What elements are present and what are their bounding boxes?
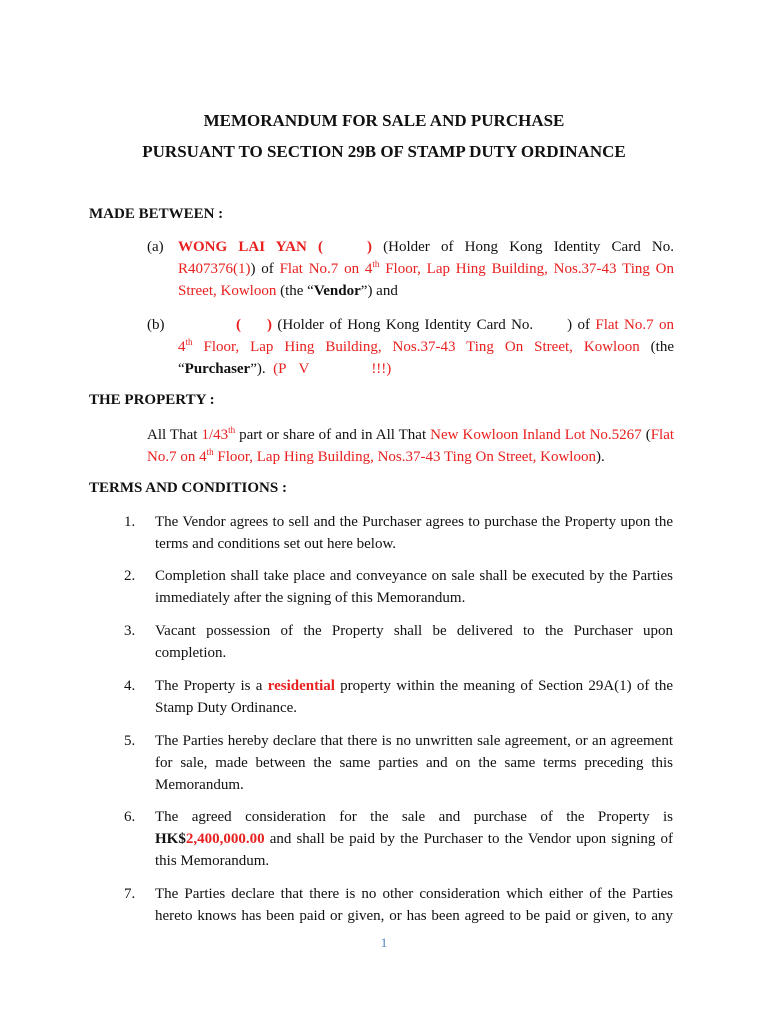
property-description: All That 1/43th part or share of and in All That New Kowloon Inland Lot No.5267 (Flat No.7 on 4th Floor, Lap Hing Building, Nos.37-43 Ting On Street, Kowloon). bbox=[147, 425, 675, 465]
term-number: 1. bbox=[124, 514, 136, 530]
term-item: The agreed consideration for the sale and purchase of the Property is HK$2,400,000.00 and shall be paid by the Purchaser to the Vendor upon signing of this Memorandum. bbox=[155, 809, 673, 869]
term-number: 5. bbox=[124, 733, 136, 749]
term-item: The Parties declare that there is no other consideration which either of the Parties hereto knows has been paid or given, or has been agreed to be paid or given, to any bbox=[155, 886, 673, 924]
party-b-marker: (b) bbox=[147, 317, 165, 333]
party-a-holder-text: (Holder of Hong Kong Identity Card No. bbox=[383, 239, 674, 255]
term-number: 4. bbox=[124, 678, 136, 694]
property-lot: New Kowloon Inland Lot No.5267 bbox=[430, 427, 642, 443]
vendor-name: WONG LAI YAN ( bbox=[178, 239, 323, 255]
property-share: 1/43th bbox=[201, 425, 236, 443]
term-number: 7. bbox=[124, 886, 136, 902]
term-item: The Property is a residential property within the meaning of Section 29A(1) of the Stamp Duty Ordinance. bbox=[155, 678, 674, 716]
vendor-id-number: R407376(1) bbox=[178, 261, 251, 277]
currency-label: HK$ bbox=[155, 831, 186, 847]
property-flat-address: Flat No.7 on 4th Floor, Lap Hing Building, Nos.37-43 Ting On Street, Kowloon bbox=[147, 427, 675, 465]
vendor-role: Vendor bbox=[313, 283, 361, 299]
term-item: The Vendor agrees to sell and the Purchaser agrees to purchase the Property upon the terms and conditions set out here below. bbox=[155, 514, 673, 552]
party-b-holder-text: (Holder of Hong Kong Identity Card No. bbox=[272, 317, 534, 333]
terms-heading: TERMS AND CONDITIONS : bbox=[89, 480, 287, 496]
document-title-line1: MEMORANDUM FOR SALE AND PURCHASE bbox=[203, 111, 565, 130]
term-item: The Parties hereby declare that there is no unwritten sale agreement, or an agreement for sale, made between the same parties and on the same terms preceding this Memorandum. bbox=[155, 733, 673, 793]
vendor-address: Flat No.7 on 4th Floor, Lap Hing Building, Nos.37-43 Ting On Street, Kowloon bbox=[178, 259, 675, 299]
page-number: 1 bbox=[380, 935, 388, 950]
term-item: Completion shall take place and conveyance on sale shall be executed by the Parties immediately after the signing of this Memorandum. bbox=[155, 568, 673, 606]
party-b-clause: ( ) (Holder of Hong Kong Identity Card No. ) of Flat No.7 on 4th Floor, Lap Hing Building, Nos.37-43 Ting On Street, Kowloon (the “Purchaser”). (P V !!!) bbox=[178, 317, 674, 377]
term-number: 2. bbox=[124, 568, 136, 584]
term-number: 3. bbox=[124, 623, 136, 639]
term-item: Vacant possession of the Property shall be delivered to the Purchaser upon completion. bbox=[155, 623, 673, 661]
purchaser-note: (P V !!!) bbox=[273, 361, 392, 377]
document-title-line2: PURSUANT TO SECTION 29B OF STAMP DUTY ORDINANCE bbox=[142, 142, 626, 161]
property-heading: THE PROPERTY : bbox=[89, 392, 215, 408]
consideration-amount: 2,400,000.00 bbox=[185, 831, 265, 847]
purchaser-role: Purchaser bbox=[184, 361, 251, 377]
made-between-heading: MADE BETWEEN : bbox=[89, 206, 224, 222]
party-a-clause: WONG LAI YAN ( ) (Holder of Hong Kong Identity Card No. R407376(1)) of Flat No.7 on 4th Floor, Lap Hing Building, Nos.37-43 Ting On Street, Kowloon (the “Vendor”) and bbox=[178, 239, 675, 299]
purchaser-address: Flat No.7 on 4th Floor, Lap Hing Building, Nos.37-43 Ting On Street, Kowloon bbox=[178, 317, 674, 355]
term-number: 6. bbox=[124, 809, 136, 825]
residential-highlight: residential bbox=[267, 678, 335, 694]
party-a-marker: (a) bbox=[147, 239, 164, 255]
